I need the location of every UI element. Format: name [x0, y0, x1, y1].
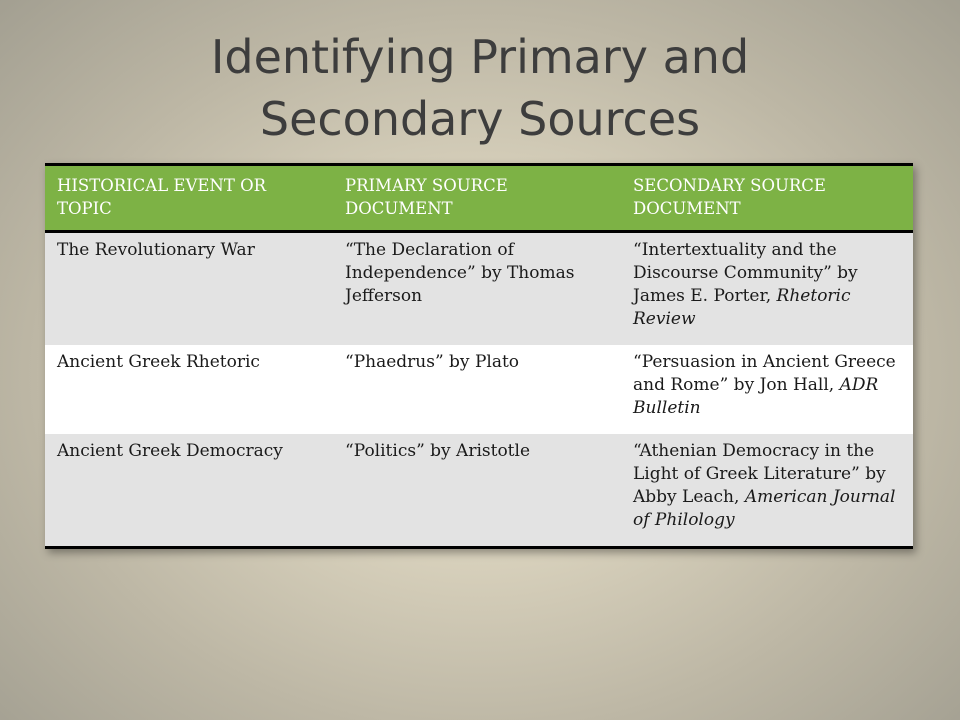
cell-text: “Politics” by Aristotle — [345, 441, 531, 461]
primary-source-cell — [333, 345, 621, 434]
table-body — [45, 232, 913, 548]
sources-table — [45, 163, 913, 549]
publication-title: ADR Bulletin — [633, 375, 879, 418]
cell-text: Ancient Greek Rhetoric — [57, 352, 260, 372]
slide-title-line-1: Identifying Primary and — [210, 30, 750, 84]
cell-text: The Revolutionary War — [57, 240, 255, 260]
slide-title — [0, 26, 960, 150]
primary-source-cell — [333, 232, 621, 346]
primary-source-cell — [333, 434, 621, 548]
header-primary-source: PRIMARY SOURCE DOCUMENT — [345, 176, 508, 218]
secondary-source-cell — [621, 232, 913, 346]
slide-title-line-2: Secondary Sources — [259, 92, 701, 146]
historical-event-cell — [45, 345, 333, 434]
historical-event-cell — [45, 434, 333, 548]
cell-text: “Intertextuality and the Discourse Community” by James E. Porter, — [633, 240, 858, 306]
cell-text: “Athenian Democracy in the Light of Greek Literature” by Abby Leach, — [633, 441, 886, 507]
table-row — [45, 345, 913, 434]
cell-text: “Persuasion in Ancient Greece and Rome” by Jon Hall, — [633, 352, 896, 395]
table-row — [45, 232, 913, 346]
secondary-source-cell — [621, 345, 913, 434]
secondary-source-cell — [621, 434, 913, 548]
header-historical-event: HISTORICAL EVENT OR TOPIC — [57, 176, 267, 218]
publication-title: American Journal of Philology — [633, 487, 896, 530]
historical-event-cell — [45, 232, 333, 346]
publication-title: Rhetoric Review — [633, 286, 851, 329]
cell-text: “The Declaration of Independence” by Thomas Jefferson — [345, 240, 575, 306]
table-row — [45, 434, 913, 548]
table-header-row — [45, 165, 913, 232]
header-secondary-source: SECONDARY SOURCE DOCUMENT — [633, 176, 826, 218]
sources-table-container — [45, 163, 913, 549]
cell-text: Ancient Greek Democracy — [57, 441, 283, 461]
cell-text: “Phaedrus” by Plato — [345, 352, 520, 372]
